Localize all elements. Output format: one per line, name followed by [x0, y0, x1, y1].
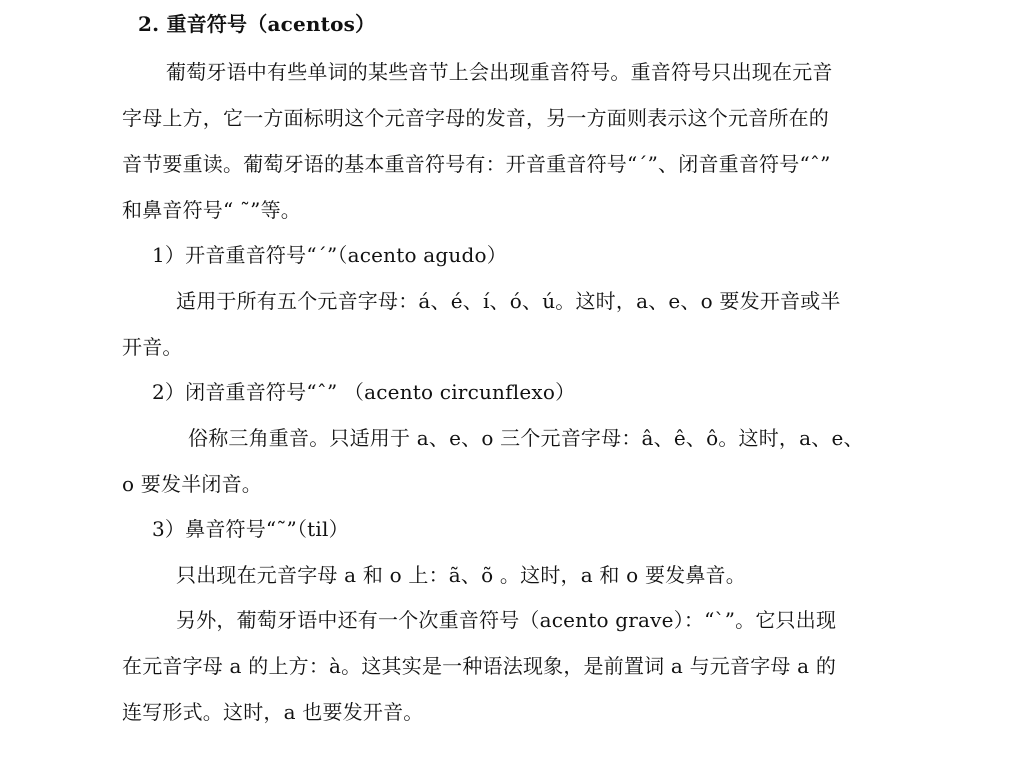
- item2-title: 2）闭音重音符号“ˆ” （acento circunflexo）: [152, 380, 576, 404]
- intro-line-1: 葡萄牙语中有些单词的某些音节上会出现重音符号。重音符号只出现在元音: [166, 60, 833, 84]
- intro-line-3: 音节要重读。葡萄牙语的基本重音符号有：开音重音符号“´”、闭音重音符号“ˆ”: [122, 152, 831, 176]
- item3-title: 3）鼻音符号“˜”（til）: [152, 517, 349, 541]
- item3-line-1: 只出现在元音字母 a 和 o 上：ã、õ 。这时，a 和 o 要发鼻音。: [176, 563, 746, 587]
- item1-title: 1）开音重音符号“´”（acento agudo）: [152, 243, 507, 267]
- section-heading: 2. 重音符号（acentos）: [138, 12, 376, 36]
- extra-line-1: 另外，葡萄牙语中还有一个次重音符号（acento grave）：“`”。它只出现: [176, 608, 837, 632]
- intro-line-2: 字母上方，它一方面标明这个元音字母的发音，另一方面则表示这个元音所在的: [122, 106, 829, 130]
- intro-line-4: 和鼻音符号“ ˜”等。: [122, 198, 302, 222]
- item2-line-2: o 要发半闭音。: [122, 472, 262, 496]
- extra-line-3: 连写形式。这时，a 也要发开音。: [122, 700, 424, 724]
- item1-line-1: 适用于所有五个元音字母：á、é、í、ó、ú。这时，a、e、o 要发开音或半: [176, 289, 841, 313]
- item2-line-1: 俗称三角重音。只适用于 a、e、o 三个元音字母：â、ê、ô。这时，a、e、: [188, 426, 864, 450]
- extra-line-2: 在元音字母 a 的上方：à。这其实是一种语法现象，是前置词 a 与元音字母 a 的: [122, 654, 837, 678]
- item1-line-2: 开音。: [122, 335, 183, 359]
